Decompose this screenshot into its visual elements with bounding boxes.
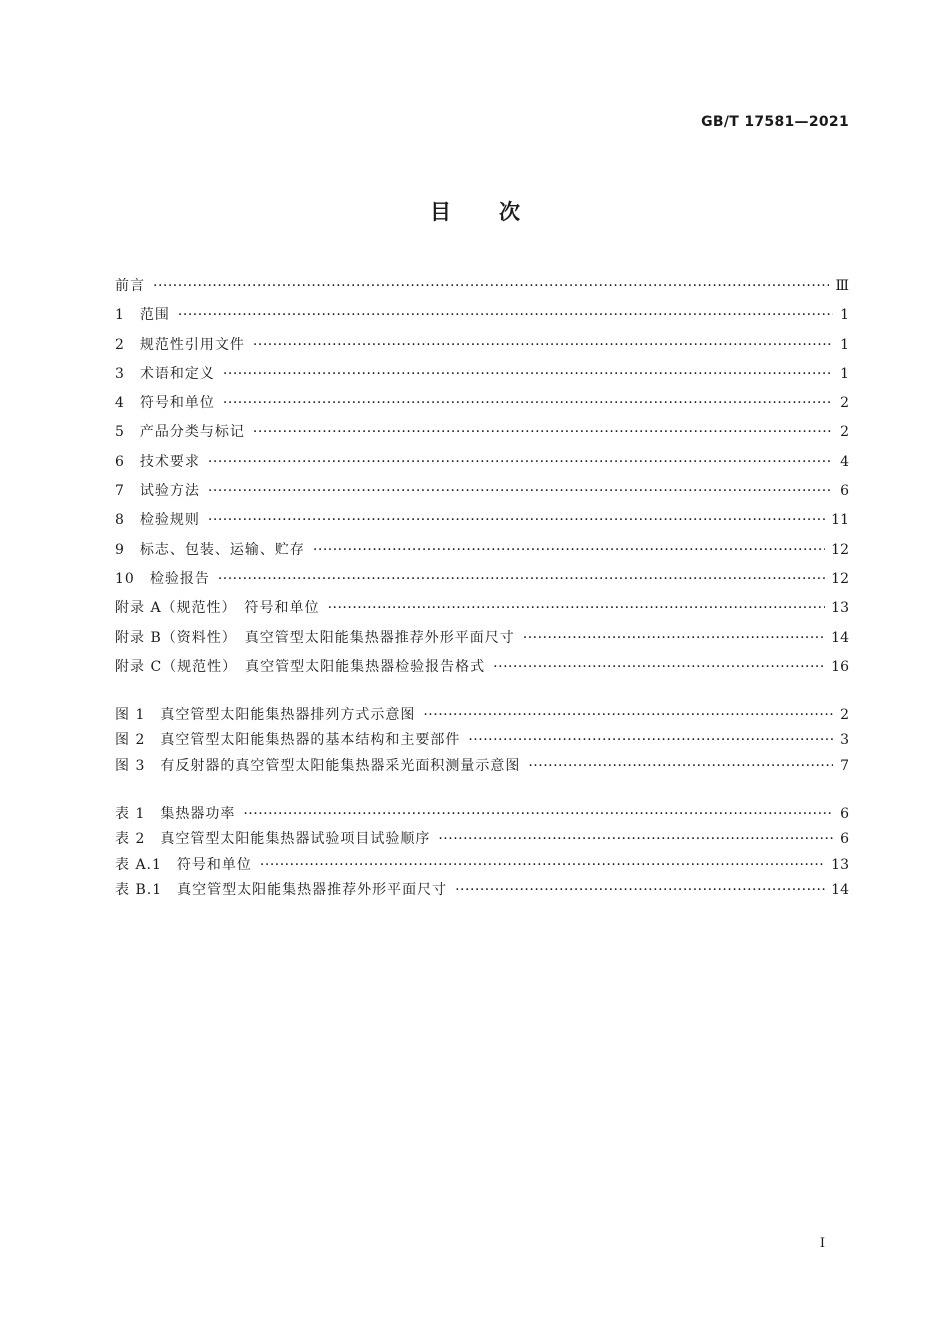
toc-entry-page: 11 (831, 512, 849, 529)
toc-entry[interactable] (115, 477, 849, 506)
toc-leader-dots (253, 331, 833, 360)
toc-leader-dots (218, 565, 825, 594)
toc-entry-label: 4 符号和单位 (115, 395, 215, 412)
toc-leader-dots (313, 536, 825, 565)
toc-entry-label: 表 B.1 真空管型太阳能集热器推荐外形平面尺寸 (115, 881, 448, 898)
toc-entry[interactable] (115, 624, 849, 653)
toc-leader-dots (528, 754, 833, 779)
toc-leader-dots (493, 653, 825, 682)
toc-entry[interactable] (115, 389, 849, 418)
toc-entry[interactable] (115, 331, 849, 360)
toc-figures-section (115, 703, 849, 779)
toc-entry-page: 1 (840, 365, 849, 382)
toc-leader-dots (260, 853, 825, 878)
toc-entry[interactable] (115, 878, 849, 903)
toc-entry[interactable] (115, 754, 849, 779)
toc-leader-dots (208, 448, 833, 477)
toc-entry-page: 6 (840, 831, 849, 848)
toc-entry[interactable] (115, 360, 849, 389)
standard-code: GB/T 17581—2021 (701, 114, 849, 130)
toc-entry-page: 14 (831, 881, 849, 898)
toc-entry-page: 13 (831, 856, 849, 873)
toc-entry-page: 3 (840, 732, 849, 749)
toc-entry-label: 图 3 有反射器的真空管型太阳能集热器采光面积测量示意图 (115, 757, 521, 774)
toc-leader-dots (468, 728, 833, 753)
toc-leader-dots (243, 802, 833, 827)
toc-entry-page: 2 (840, 424, 849, 441)
toc-entry[interactable] (115, 418, 849, 447)
toc-leader-dots (153, 272, 829, 301)
toc-leader-dots (208, 477, 833, 506)
toc-entry-page: 4 (840, 453, 849, 470)
toc-entry-page: 12 (831, 541, 849, 558)
toc-entry[interactable] (115, 703, 849, 728)
toc-entry-page: 14 (831, 629, 849, 646)
toc-entry[interactable] (115, 853, 849, 878)
toc-entry[interactable] (115, 728, 849, 753)
toc-entry[interactable] (115, 565, 849, 594)
toc-entry-label: 附录 B（资料性） 真空管型太阳能集热器推荐外形平面尺寸 (115, 629, 515, 646)
toc-main-section (115, 272, 849, 682)
page-title: 目次 (430, 200, 568, 224)
toc-entry[interactable] (115, 448, 849, 477)
toc-leader-dots (223, 360, 833, 389)
toc-entry[interactable] (115, 594, 849, 623)
toc-entry-label: 7 试验方法 (115, 483, 200, 500)
toc-entry-page: 6 (840, 483, 849, 500)
toc-entry-label: 10 检验报告 (115, 570, 210, 587)
toc-tables-section (115, 802, 849, 903)
toc-leader-dots (328, 594, 826, 623)
toc-leader-dots (438, 827, 833, 852)
toc-entry-page: 2 (840, 707, 849, 723)
toc-entry[interactable] (115, 301, 849, 330)
toc-leader-dots (423, 703, 833, 728)
toc-entry-label: 表 A.1 符号和单位 (115, 856, 252, 873)
footer-page-number: I (819, 1236, 825, 1251)
toc-entry-label: 9 标志、包装、运输、贮存 (115, 541, 305, 558)
toc-entry[interactable] (115, 272, 849, 301)
toc-entry-label: 图 2 真空管型太阳能集热器的基本结构和主要部件 (115, 732, 461, 749)
toc-entry-page: 1 (840, 307, 849, 324)
toc-entry-label: 6 技术要求 (115, 453, 200, 470)
toc-leader-dots (523, 624, 825, 653)
toc-entry-label: 5 产品分类与标记 (115, 424, 245, 441)
toc-entry-page: 1 (840, 336, 849, 353)
toc-entry-page: 16 (831, 658, 849, 675)
toc-leader-dots (253, 418, 833, 447)
toc-leader-dots (208, 506, 825, 535)
toc-entry-label: 2 规范性引用文件 (115, 336, 245, 353)
toc-entry-page: 13 (831, 600, 849, 617)
toc-leader-dots (223, 389, 833, 418)
toc-entry-label: 8 检验规则 (115, 512, 200, 529)
toc-entry-page: 12 (831, 570, 849, 587)
toc-entry[interactable] (115, 653, 849, 682)
toc-entry-label: 附录 A（规范性） 符号和单位 (115, 600, 320, 617)
toc-entry-label: 前言 (115, 278, 145, 294)
toc-entry-label: 表 1 集热器功率 (115, 806, 236, 822)
toc-entry-label: 附录 C（规范性） 真空管型太阳能集热器检验报告格式 (115, 658, 486, 675)
toc-entry[interactable] (115, 506, 849, 535)
toc-entry-label: 图 1 真空管型太阳能集热器排列方式示意图 (115, 707, 416, 723)
toc-entry-label: 3 术语和定义 (115, 365, 215, 382)
toc-entry-page: 7 (840, 757, 849, 774)
toc-entry-page: Ⅲ (835, 278, 849, 294)
toc-entry[interactable] (115, 802, 849, 827)
toc-entry-label: 表 2 真空管型太阳能集热器试验项目试验顺序 (115, 831, 431, 848)
toc-entry-label: 1 范围 (115, 307, 170, 324)
toc-leader-dots (178, 301, 833, 330)
toc-entry-page: 6 (840, 806, 849, 822)
toc-leader-dots (455, 878, 825, 903)
toc-entry-page: 2 (840, 395, 849, 412)
toc-entry[interactable] (115, 827, 849, 852)
toc-entry[interactable] (115, 536, 849, 565)
